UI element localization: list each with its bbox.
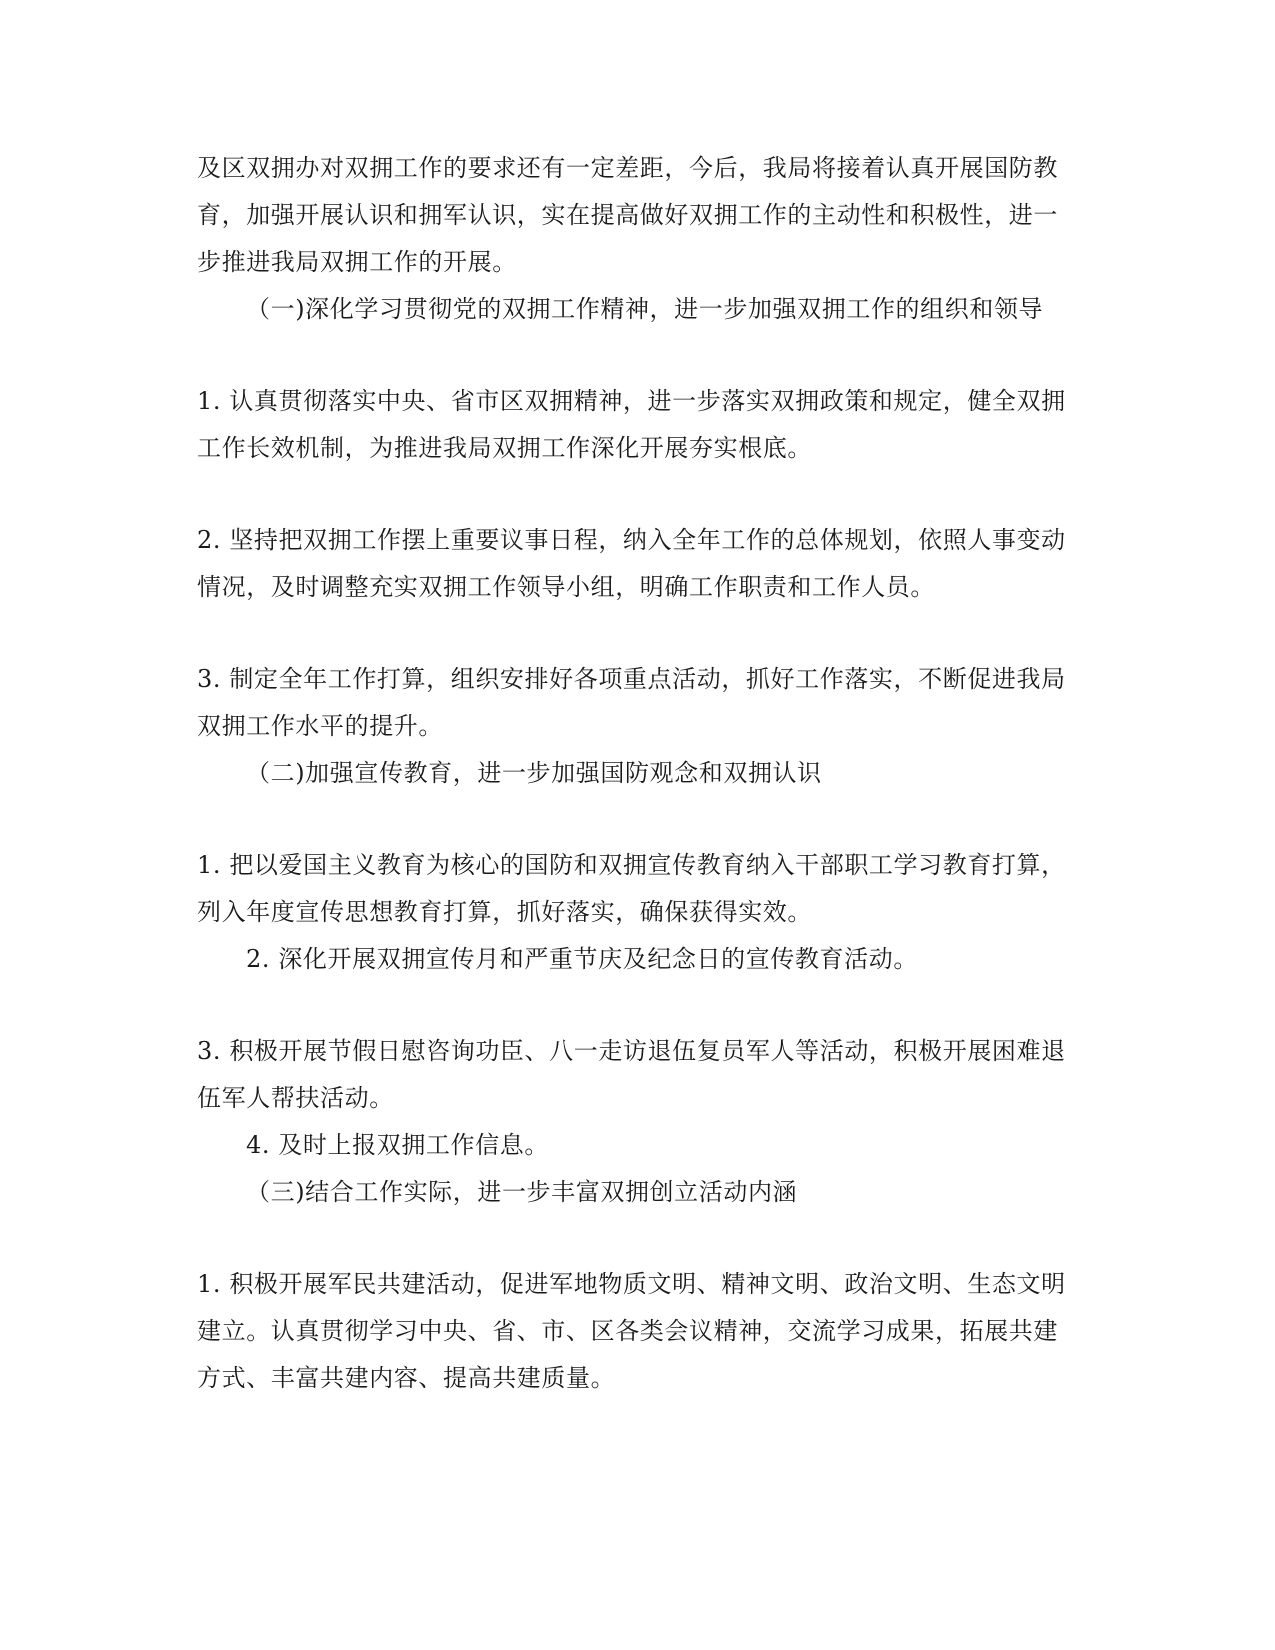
list-item-line: 方式、丰富共建内容、提高共建质量。 bbox=[197, 1364, 616, 1392]
list-item-line: 3. 积极开展节假日慰咨询功臣、八一走访退伍复员军人等活动，积极开展困难退 bbox=[197, 1037, 1066, 1065]
list-item-line: 4. 及时上报双拥工作信息。 bbox=[246, 1131, 549, 1159]
list-item-line: 双拥工作水平的提升。 bbox=[197, 712, 443, 740]
list-item-line: 伍军人帮扶活动。 bbox=[197, 1084, 394, 1112]
list-item-line: 2. 深化开展双拥宣传月和严重节庆及纪念日的宣传教育活动。 bbox=[246, 945, 918, 973]
list-item-line: 列入年度宣传思想教育打算，抓好落实，确保获得实效。 bbox=[197, 898, 812, 926]
paragraph-line: 及区双拥办对双拥工作的要求还有一定差距，今后，我局将接着认真开展国防教 bbox=[197, 154, 1058, 182]
paragraph-line: 育，加强开展认识和拥军认识，实在提高做好双拥工作的主动性和积极性，进一 bbox=[197, 201, 1058, 229]
section-heading-2: （二)加强宣传教育，进一步加强国防观念和双拥认识 bbox=[246, 759, 822, 787]
section-heading-3: （三)结合工作实际，进一步丰富双拥创立活动内涵 bbox=[246, 1178, 798, 1206]
list-item-line: 1. 把以爱国主义教育为核心的国防和双拥宣传教育纳入干部职工学习教育打算， bbox=[197, 851, 1066, 879]
list-item-line: 3. 制定全年工作打算，组织安排好各项重点活动，抓好工作落实，不断促进我局 bbox=[197, 665, 1066, 693]
list-item-line: 工作长效机制，为推进我局双拥工作深化开展夯实根底。 bbox=[197, 434, 812, 462]
list-item-line: 1. 积极开展军民共建活动，促进军地物质文明、精神文明、政治文明、生态文明 bbox=[197, 1270, 1066, 1298]
section-heading-1: （一)深化学习贯彻党的双拥工作精神，进一步加强双拥工作的组织和领导 bbox=[246, 295, 1044, 323]
list-item-line: 1. 认真贯彻落实中央、省市区双拥精神，进一步落实双拥政策和规定，健全双拥 bbox=[197, 387, 1066, 415]
list-item-line: 2. 坚持把双拥工作摆上重要议事日程，纳入全年工作的总体规划，依照人事变动 bbox=[197, 526, 1066, 554]
paragraph-line: 步推进我局双拥工作的开展。 bbox=[197, 248, 517, 276]
list-item-line: 情况，及时调整充实双拥工作领导小组，明确工作职责和工作人员。 bbox=[197, 573, 935, 601]
list-item-line: 建立。认真贯彻学习中央、省、市、区各类会议精神，交流学习成果，拓展共建 bbox=[197, 1317, 1058, 1345]
